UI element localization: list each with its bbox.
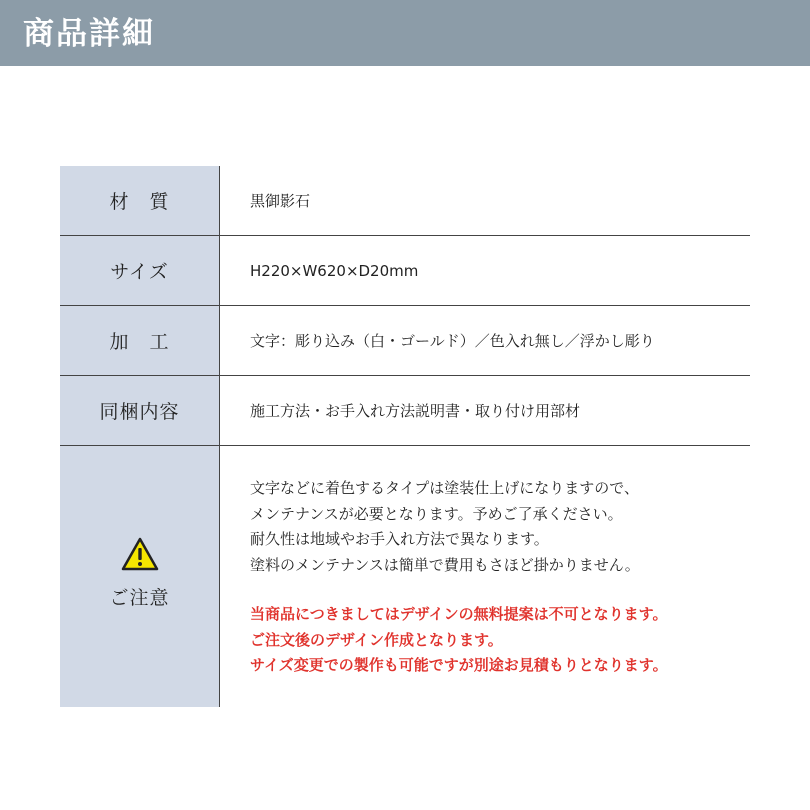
notes-line: 耐久性は地域やお手入れ方法で異なります。 — [250, 530, 549, 548]
spec-table — [60, 166, 750, 707]
spec-label: 同梱内容 — [60, 376, 220, 445]
header-bar — [0, 0, 810, 66]
notes-content — [220, 446, 750, 707]
warning-icon — [121, 537, 159, 571]
notes-line: メンテナンスが必要となります。予めご了承ください。 — [250, 504, 623, 523]
warning-notes — [250, 602, 750, 679]
spec-label: 材 質 — [60, 166, 220, 235]
spec-label: サイズ — [60, 236, 220, 305]
spec-value: 文字：彫り込み（白・ゴールド）／色入れ無し／浮かし彫り — [250, 332, 655, 350]
spec-value: 施工方法・お手入れ方法説明書・取り付け用部材 — [250, 402, 581, 420]
spec-value: 黒御影石 — [250, 192, 311, 210]
spec-row-processing — [60, 306, 750, 376]
notes-label-cell — [60, 446, 220, 707]
warning-line: ご注文後のデザイン作成となります。 — [250, 630, 503, 649]
warning-line: サイズ変更での製作も可能ですが別途お見積もりとなります。 — [250, 656, 668, 674]
warning-line: 当商品につきましてはデザインの無料提案は不可となります。 — [250, 605, 668, 623]
notes-label: ご注意 — [109, 587, 170, 609]
spec-row-notes — [60, 446, 750, 707]
spec-value: H220×W620×D20mm — [250, 261, 419, 280]
page-title: 商品詳細 — [23, 16, 155, 52]
spec-row-contents — [60, 376, 750, 446]
spec-row-material — [60, 166, 750, 236]
notes-line: 塗料のメンテナンスは簡単で費用もさほど掛かりません。 — [250, 555, 640, 574]
spec-row-size — [60, 236, 750, 306]
notes-line: 文字などに着色するタイプは塗装仕上げになりますので、 — [250, 479, 639, 497]
spec-label: 加 工 — [60, 306, 220, 375]
